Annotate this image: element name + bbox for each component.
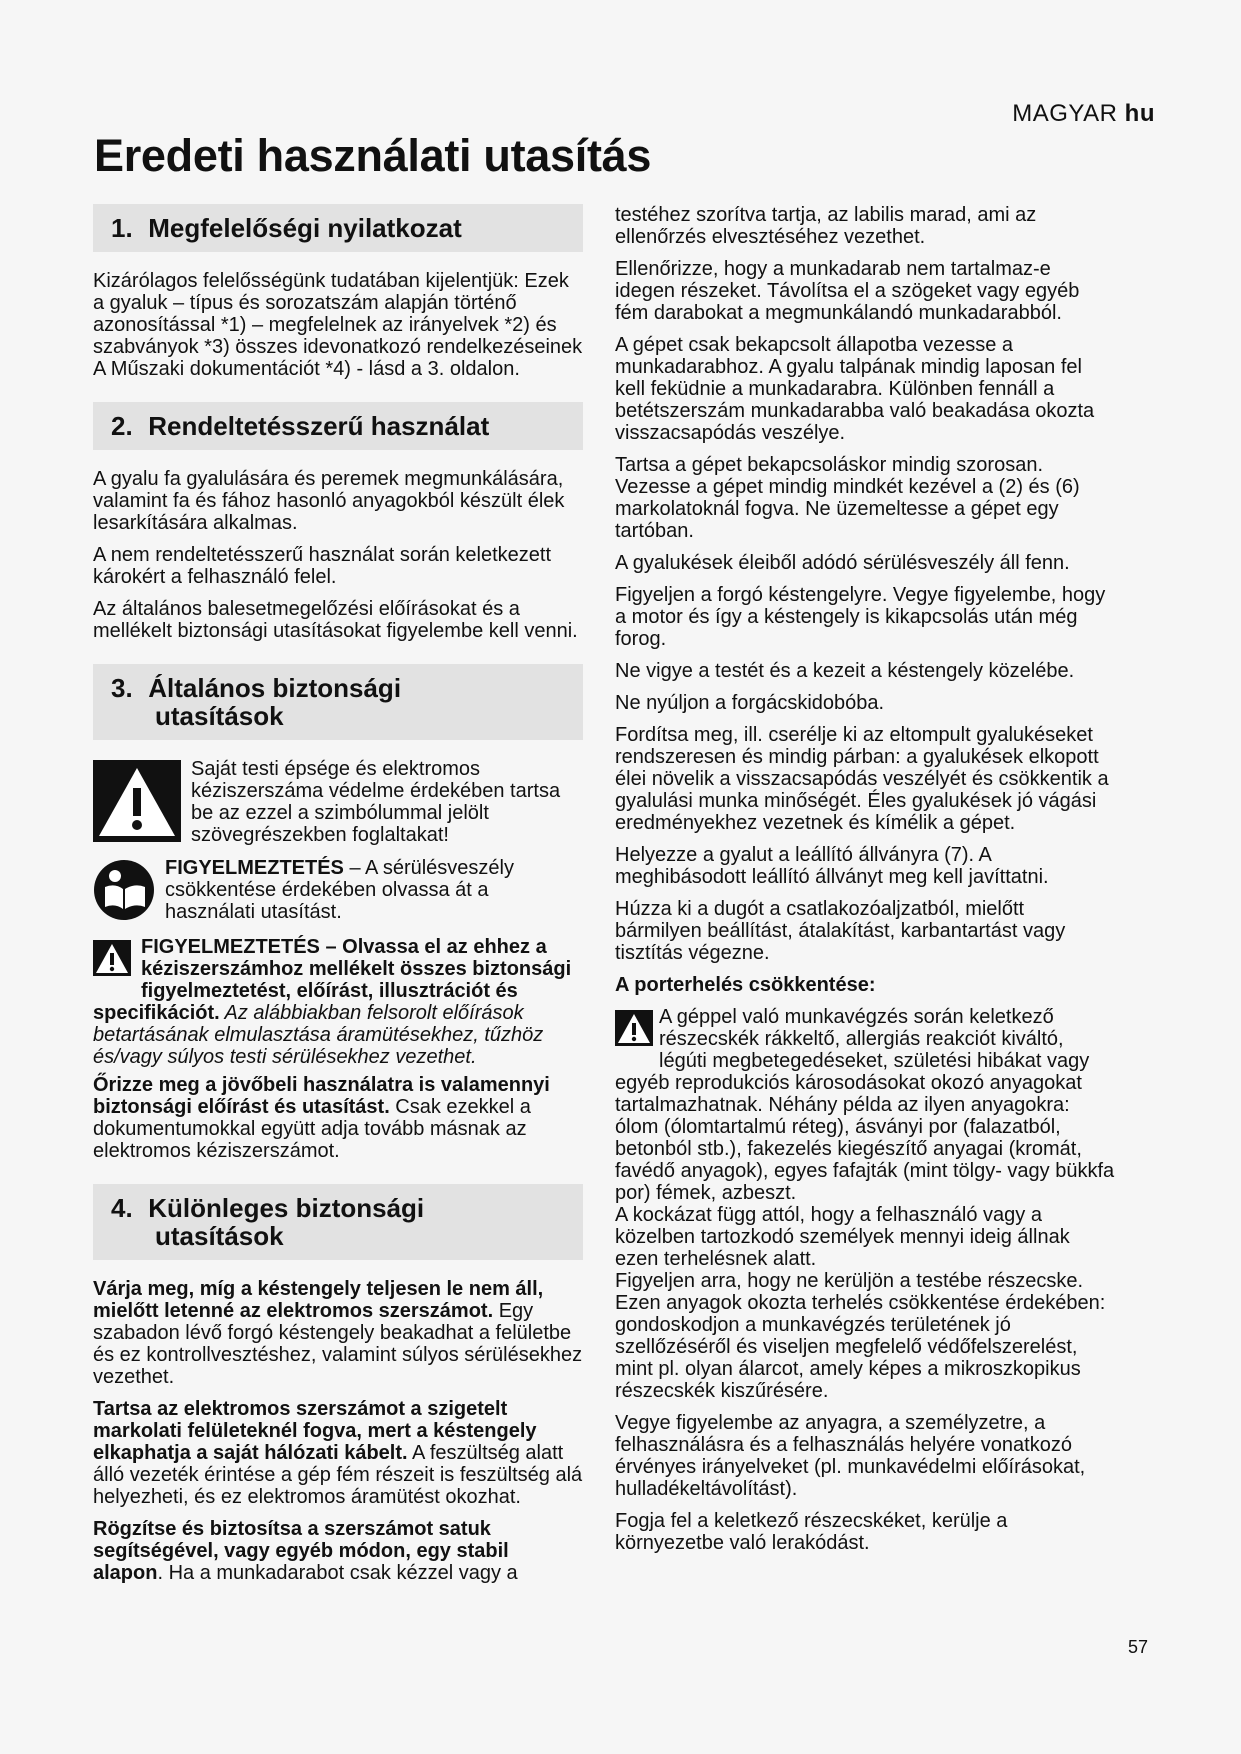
small-warning-triangle-icon [93,940,131,981]
section-4-p2-text: A feszültség alatt álló vezeték érintése a gép fém részeit is feszültség alá helyezheti, és ez elektromos áramütést okozhat. [93,1442,583,1508]
general-warning-notice [93,936,583,1068]
read-manual-notice [93,857,583,930]
section-2-number: 2. [111,411,133,441]
section-4-p2-bold: Tartsa az elektromos szerszámot a szigetelt markolati felületeknél fogva, mert a késtengely elkaphatja a saját hálózati kábelt. [93,1398,537,1464]
section-1-title: Megfelelőségi nyilatkozat [148,213,462,243]
keep-instructions-text [93,1074,583,1162]
language-name: MAGYAR [1012,100,1118,127]
general-warning-italic-text: Az alábbiakban felsorolt előírások betartásának elmulasztása áramütésekhez, tűzhöz és/vagy súlyos testi sérülésekhez vezethet. [93,1002,544,1068]
section-4-title-line-2: utasítások [155,1221,284,1251]
keep-instructions-normal: Csak ezekkel a dokumentumokkal együtt adja tovább másnak az elektromos kéziszerszámot. [93,1096,531,1162]
right-paragraph-10: Helyezze a gyalut a leállító állványra (7). A meghibásodott leállító állványt meg kell javíttatni. [615,844,1049,888]
keep-instructions-bold: Őrizze meg a jövőbeli használatra is valamennyi biztonsági előírást és utasítást. [93,1074,550,1118]
section-2-title: Rendeltetésszerű használat [148,411,490,441]
general-warning-bold-text: FIGYELMEZTETÉS – Olvassa el az ehhez a kéziszerszámhoz mellékelt összes biztonsági figyelmeztetést, előírást, illusztrációt és specifikációt. [93,936,572,1024]
section-4-heading [93,1184,583,1260]
section-3-number: 3. [111,673,133,703]
dust-warning-notice [615,1006,1115,1204]
section-2-heading [93,402,583,450]
right-paragraph-2: Ellenőrizze, hogy a munkadarab nem tartalmaz-e idegen részeket. Távolítsa el a szögeket vagy egyéb fém darabokat a megmunkálandó munkadarabból. [615,258,1080,324]
language-label [1012,100,1155,128]
right-paragraph-4: Tartsa a gépet bekapcsoláskor mindig szorosan. Vezesse a gépet mindig mindkét kezével a (2) és (6) markolatoknál fogva. Ne üzemeltesse a gépet egy tartóban. [615,454,1080,542]
right-paragraph-11: Húzza ki a dugót a csatlakozóaljzatból, mielőtt bármilyen beállítást, átalakítást, karbantartást vagy tisztítás végezne. [615,898,1066,964]
language-code: hu [1124,100,1155,127]
section-3-heading [93,664,583,740]
read-manual-text: – A sérülésveszély csökkentése érdekében olvassa át a használati utasítást. [165,857,514,923]
dust-risk-text: A kockázat függ attól, hogy a felhasználó vagy a közelben tartozkodó személyek mennyi ideig állnak ezen terhelésnek alatt. [615,1204,1070,1270]
right-paragraph-7: Ne vigye a testét és a kezeit a késtengely közelébe. [615,660,1075,682]
warning-symbol-text: Saját testi épsége és elektromos kéziszerszáma védelme érdekében tartsa be az ezzel a szimbólummal jelölt szövegrészekben foglaltakat! [191,758,561,846]
right-paragraph-3: A gépet csak bekapcsolt állapotba vezesse a munkadarabhoz. A gyalu talpának mindig laposan fel kell feküdnie a munkadarabra. Különben fennáll a betétszerszám munkadarabba való beakadása okozta visszacsapódás veszélye. [615,334,1095,444]
section-2-paragraph-2: A nem rendeltetésszerű használat során keletkezett károkért a felhasználó felel. [93,544,552,588]
right-paragraph-1: testéhez szorítva tartja, az labilis marad, ami az ellenőrzés elvesztéséhez vezethet. [615,204,1037,248]
right-paragraph-8: Ne nyúljon a forgácskidobóba. [615,692,885,714]
dust-warning-triangle-icon [615,1010,653,1051]
section-4-paragraph-1 [93,1278,583,1388]
section-4-title-line-1: Különleges biztonsági [148,1193,425,1223]
right-paragraph-5: A gyalukések éleiből adódó sérülésveszély áll fenn. [615,552,1070,574]
section-3-title-line-1: Általános biztonsági [148,673,402,703]
right-column [615,204,1115,1564]
warning-symbol-notice [93,758,583,851]
right-paragraph-9: Fordítsa meg, ill. cserélje ki az eltompult gyalukéseket rendszeresen és mindig párban: a gyalukések elkopott élei növelik a visszacsapódás veszélyét és csökkentik a gyalulási munka minőségét. Éles gyalukések jó vágási eredményekhez vezetnek és kímélik a gépet. [615,724,1109,834]
section-4-paragraph-2 [93,1398,583,1508]
right-paragraph-12: Vegye figyelembe az anyagra, a személyzetre, a felhasználásra és a felhasználás helyére vonatkozó érvényes irányelveket (pl. munkavédelmi előírásokat, hulladékeltávolítást). [615,1412,1086,1500]
section-3-title-line-2: utasítások [155,701,284,731]
section-2-paragraph-1: A gyalu fa gyalulására és peremek megmunkálására, valamint fa és fához hasonló anyagokból készült élek lesarkítására alkalmas. [93,468,565,534]
dust-warning-text: A géppel való munkavégzés során keletkező részecskék rákkeltő, allergiás reakciót kiváltó, légúti megbetegedéseket, születési hibákat vagy egyéb reprodukciós károsodásokat okozó anyagokat tartalmazhatnak. Néhány példa az ilyen anyagokra: ólom (ólomtartalmú réteg), ásványi por (falazatból, betonból stb.), fakezelés kiegészítő anyagai (kromát, favédő anyagok), egyes fafajták (mint tölgy- vagy bükkfa por) fémek, azbeszt. [615,1006,1115,1204]
read-manual-warning-label: FIGYELMEZTETÉS [165,857,344,879]
dust-reduce-text: Ezen anyagok okozta terhelés csökkentése érdekében: gondoskodjon a munkavégzés területének jó szellőzéséről és viseljen megfelelő védőfelszerelést, mint pl. olyan álarcot, amely képes a mikroszkopikus részecskék kiszűrésére. [615,1292,1106,1402]
section-2-paragraph-3: Az általános balesetmegelőzési előírásokat és a mellékelt biztonsági utasításokat figyelembe kell venni. [93,598,578,642]
warning-triangle-icon [93,760,181,847]
section-4-p1-text: Egy szabadon lévő forgó késtengely beakadhat a felületbe és ez kontrollvesztéshez, valamint súlyos sérülésekhez vezethet. [93,1300,583,1388]
read-manual-icon [93,859,155,926]
right-paragraph-6: Figyeljen a forgó késtengelyre. Vegye figyelembe, hogy a motor és így a késtengely is kikapcsolás után még forog. [615,584,1106,650]
section-4-paragraph-3 [93,1518,583,1584]
section-1-number: 1. [111,213,133,243]
section-4-p3-text: . Ha a munkadarabot csak kézzel vagy a [157,1562,518,1584]
left-column [93,204,583,1594]
page-title: Eredeti használati utasítás [94,130,652,181]
section-4-p1-bold: Várja meg, míg a késtengely teljesen le nem áll, mielőtt letenné az elektromos szerszámot. [93,1278,544,1322]
section-1-text: Kizárólagos felelősségünk tudatában kijelentjük: Ezek a gyaluk – típus és sorozatszám alapján történő azonosítással *1) – megfelelnek az irányelvek *2) és szabványok *3) összes idevonatkozó rendelkezéseinek A Műszaki dokumentációt *4) - lásd a 3. oldalon. [93,270,583,380]
dust-care-text: Figyeljen arra, hogy ne kerüljön a testébe részecske. [615,1270,1084,1292]
section-4-number: 4. [111,1193,133,1223]
page-number: 57 [1127,1637,1148,1657]
right-paragraph-13: Fogja fel a keletkező részecskéket, kerülje a környezetbe való lerakódást. [615,1510,1008,1554]
section-4-p3-bold: Rögzítse és biztosítsa a szerszámot satuk segítségével, vagy egyéb módon, egy stabil alapon [93,1518,509,1584]
section-1-heading [93,204,583,252]
dust-heading: A porterhelés csökkentése: [615,974,876,996]
